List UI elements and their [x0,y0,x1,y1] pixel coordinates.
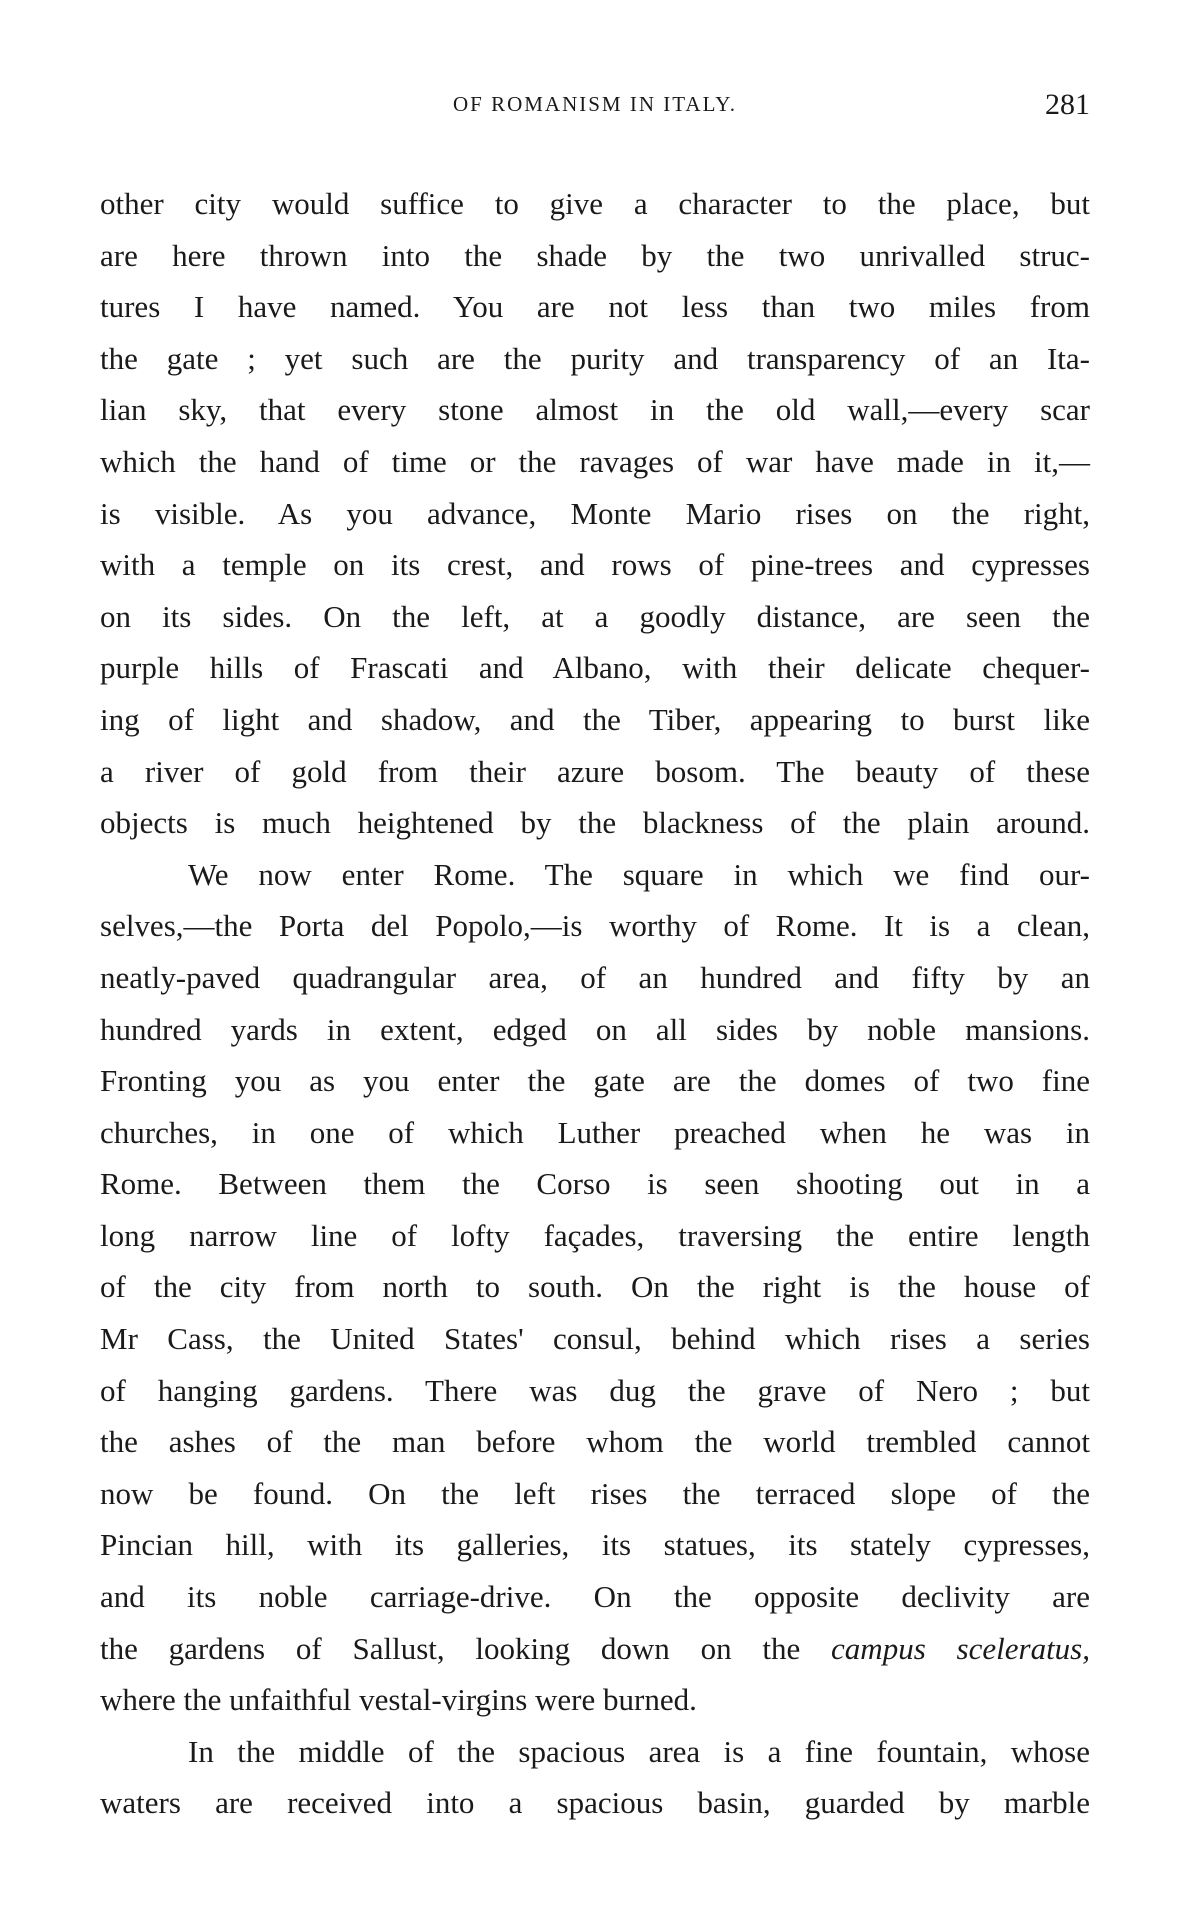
text-line: are here thrown into the shade by the two unrivalled struc- [100,237,1090,273]
text-line: tures I have named. You are not less than two miles from [100,289,1090,325]
text-line: waters are received into a spacious basin, guarded by marble [100,1785,1090,1821]
text-line: Fronting you as you enter the gate are the domes of two fine [100,1063,1090,1099]
text-line: hundred yards in extent, edged on all sides by noble mansions. [100,1011,1090,1047]
text-line: and its noble carriage-drive. On the opposite declivity are [100,1579,1090,1615]
text-line: the gate ; yet such are the purity and transparency of an Ita- [100,340,1090,376]
text-line: In the middle of the spacious area is a fine fountain, whose [188,1733,1090,1769]
text-line: other city would suffice to give a character to the place, but [100,186,1090,221]
text-line: Mr Cass, the United States' consul, behind which rises a series [100,1321,1090,1357]
text-line: where the unfaithful vestal-virgins were burned. [100,1682,697,1718]
text-line: Pincian hill, with its galleries, its statues, its stately cypresses, [100,1527,1090,1563]
text-line: of hanging gardens. There was dug the grave of Nero ; but [100,1372,1090,1408]
text-line: Rome. Between them the Corso is seen shooting out in a [100,1166,1090,1202]
page-header [100,88,1090,132]
text-line: now be found. On the left rises the terraced slope of the [100,1475,1090,1511]
text-line: on its sides. On the left, at a goodly distance, are seen the [100,598,1090,634]
text-line: which the hand of time or the ravages of war have made in it,— [100,443,1090,479]
text-line: We now enter Rome. The square in which we find our- [188,856,1090,892]
text-line: the ashes of the man before whom the world trembled cannot [100,1424,1090,1460]
text-line: neatly-paved quadrangular area, of an hundred and fifty by an [100,959,1090,995]
text-line: objects is much heightened by the blackness of the plain around. [100,805,1090,841]
paragraph-2 [100,849,1090,1726]
text-line: selves,—the Porta del Popolo,—is worthy of Rome. It is a clean, [100,908,1090,944]
text-line: with a temple on its crest, and rows of pine-trees and cypresses [100,547,1090,583]
text-line: churches, in one of which Luther preached when he was in [100,1114,1090,1150]
text-line: purple hills of Frascati and Albano, with their delicate chequer- [100,650,1090,686]
page-number: 281 [1045,88,1090,121]
running-title: OF ROMANISM IN ITALY. [452,92,737,116]
text-line: is visible. As you advance, Monte Mario rises on the right, [100,495,1090,531]
text-line: of the city from north to south. On the right is the house of [100,1269,1090,1305]
text-line-with-italic [100,1623,1090,1675]
paragraph-3 [100,1726,1090,1829]
text-line: long narrow line of lofty façades, traversing the entire length [100,1217,1090,1253]
text-line: a river of gold from their azure bosom. The beauty of these [100,753,1090,789]
paragraph-1 [100,178,1090,849]
line-segment: the gardens of Sallust, looking down on the [100,1630,832,1666]
text-line: ing of light and shadow, and the Tiber, appearing to burst like [100,701,1090,737]
italic-phrase: campus sceleratus, [831,1630,1090,1666]
body-text [100,178,1090,1829]
text-line: lian sky, that every stone almost in the old wall,—every scar [100,392,1090,428]
